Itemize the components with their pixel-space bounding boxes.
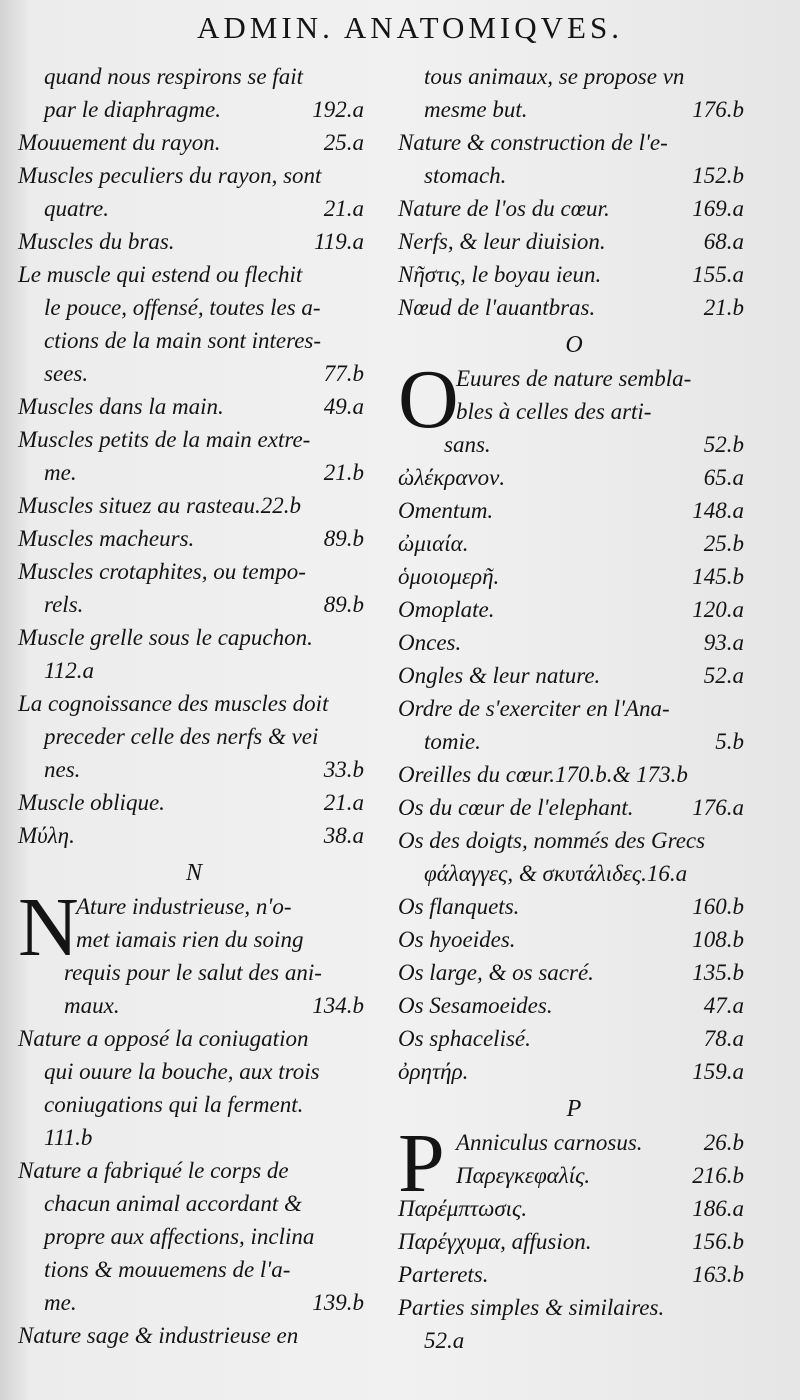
entry-line: Muscles macheurs. [18,526,195,551]
page-reference: 159.a [692,1059,744,1084]
entry-line: Nature a fabriqué le corps de [18,1158,289,1183]
entry-line: me. [44,460,77,485]
page-reference: 119.a [313,229,364,254]
entry-line: ctions de la main sont interes- [44,328,322,353]
entry-line: Parties simples & similaires. [398,1295,665,1320]
entry-line [18,890,370,923]
entry-line: quand nous respirons se fait [44,64,303,89]
entry-line: ὠμιαία. [398,531,469,556]
running-header: ADMIN. ANATOMIQVES. [197,10,623,45]
page-reference: 152.b [692,163,744,188]
index-entry [18,390,370,423]
page-reference: 120.a [692,597,744,622]
entry-line: Os large, & os sacré. [398,960,594,985]
index-entry [398,126,750,192]
entry-text: met iamais rien du soing [76,927,304,952]
page-reference: 111.b [44,1125,93,1150]
entry-line: Muscles petits de la main extre- [18,427,311,452]
page-reference: 216.b [692,1163,744,1188]
page-reference: 49.a [323,394,364,419]
entry-line: φάλαγγες, & σκυτάλιδες.16.a [424,861,688,886]
entry-line: Os Sesamoeides. [398,993,553,1018]
entry-line: Νῆστις, le boyau ieun. [398,262,602,287]
page-reference: 77.b [323,361,364,386]
index-entry [398,60,750,126]
entry-line: Parterets. [398,1262,489,1287]
index-entry [398,291,750,324]
entry-line: Os des doigts, nommés des Grecs [398,828,706,853]
entry-line: nes. [44,757,81,782]
index-entry [18,1022,370,1154]
left-column [18,60,370,1352]
page-reference: 89.b [323,526,364,551]
entry-line: Omentum. [398,498,494,523]
index-entry [398,989,750,1022]
page-reference: 163.b [692,1262,744,1287]
page-reference: 47.a [703,993,744,1018]
entry-line: stomach. [424,163,507,188]
index-entry [398,923,750,956]
index-entry [18,1319,370,1352]
index-entry [18,423,370,489]
entry-line: Muscle grelle sous le capuchon. [18,625,313,650]
page-reference: 192.a [312,97,364,122]
index-entry [398,758,750,791]
index-entry [398,1291,750,1357]
index-entry [398,692,750,758]
page-reference: 155.a [692,262,744,287]
index-entry [398,560,750,593]
entry-line: Muscles situez au rasteau.22.b [18,493,302,518]
index-entry [18,1154,370,1319]
entry-line: Nœud de l'auantbras. [398,295,596,320]
index-entry [18,819,370,852]
entry-text: Παρεγκεφαλίς. [456,1163,591,1188]
index-entry [398,461,750,494]
entry-line [398,395,750,428]
entry-text: Anniculus carnosus. [456,1130,643,1155]
entry-line [398,362,750,395]
entry-line: Omoplate. [398,597,495,622]
section-letter: N [185,860,202,886]
page-reference: 93.a [703,630,744,655]
index-entry [398,659,750,692]
page-reference: 21.b [323,460,364,485]
entry-line: Ongles & leur nature. [398,663,601,688]
entry-line [398,428,750,461]
entry-line: chacun animal accordant & [44,1191,302,1216]
entry-line: Nature sage & industrieuse en [18,1323,299,1348]
entry-line: Onces. [398,630,462,655]
index-entry [18,621,370,687]
page-reference: 52.a [424,1328,465,1353]
index-entry [398,791,750,824]
page-reference: 5.b [715,729,744,754]
index-entry [398,1022,750,1055]
entry-line: Nature de l'os du cœur. [398,196,610,221]
section-letter: P [566,1096,582,1122]
page-reference: 26.b [703,1130,744,1155]
index-entry [398,1258,750,1291]
index-entry [398,626,750,659]
page-reference: 186.a [692,1196,744,1221]
drop-capital: P [398,1117,445,1210]
index-entry [398,890,750,923]
page-reference: 112.a [44,658,95,683]
page-reference: 21.a [323,196,364,221]
page-reference: 68.a [703,229,744,254]
entry-line: me. [44,1290,77,1315]
entry-line: Muscles crotaphites, ou tempo- [18,559,306,584]
entry-line: Nerfs, & leur diuision. [398,229,606,254]
page-reference: 156.b [692,1229,744,1254]
entry-line: Ordre de s'exerciter en l'Ana- [398,696,670,721]
entry-text: requis pour le salut des ani- [64,960,322,985]
page-reference: 52.a [703,663,744,688]
entry-line: Nature & construction de l'e- [398,130,668,155]
entry-line: propre aux affections, inclina [44,1224,315,1249]
index-entry [18,258,370,390]
entry-line [398,1126,750,1159]
entry-text: Ature industrieuse, n'o- [76,894,292,919]
index-entry [398,192,750,225]
entry-text: bles à celles des arti- [456,399,652,424]
page-reference: 169.a [692,196,744,221]
page-reference: 108.b [692,927,744,952]
index-entry [18,555,370,621]
index-entry [398,824,750,890]
entry-line: ὁμοιομερῆ. [398,564,500,589]
index-entry [18,786,370,819]
entry-line [18,923,370,956]
entry-line: Muscles dans la main. [18,394,224,419]
index-entry [398,1225,750,1258]
entry-line: Muscle oblique. [18,790,165,815]
entry-line [18,956,370,989]
entry-line: Mouuement du rayon. [18,130,221,155]
page-reference: 148.a [692,498,744,523]
page-reference: 21.b [703,295,744,320]
entry-line: le pouce, offensé, toutes les a- [44,295,321,320]
entry-text: sans. [444,432,491,457]
page-reference: 38.a [323,823,364,848]
entry-line: tomie. [424,729,481,754]
entry-line: Muscles peculiers du rayon, sont [18,163,322,188]
index-entry [398,593,750,626]
index-entry [398,494,750,527]
entry-line: ὀρητήρ. [398,1059,469,1084]
entry-line [398,1159,750,1192]
page-reference: 25.a [323,130,364,155]
drop-capital: O [398,353,459,446]
page-reference: 134.b [312,993,364,1018]
index-entry [18,159,370,225]
page-reference: 176.b [692,97,744,122]
entry-text: Euures de nature sembla- [456,366,692,391]
entry-line: Os flanquets. [398,894,520,919]
index-entry [398,225,750,258]
index-entry [398,527,750,560]
entry-text: maux. [64,993,120,1018]
page-reference: 176.a [692,795,744,820]
entry-line: tous animaux, se propose vn [424,64,685,89]
section-letter: O [565,332,583,358]
dropcap-entry [398,353,750,461]
entry-line: coniugations qui la ferment. [44,1092,304,1117]
entry-line: quatre. [44,196,109,221]
page-reference: 52.b [703,432,744,457]
index-entry [398,258,750,291]
entry-line: Μύλη. [18,823,75,848]
entry-line: Παρέμπτωσις. [398,1196,528,1221]
page-reference: 89.b [323,592,364,617]
entry-line: Παρέγχυμα, affusion. [398,1229,592,1254]
page-reference: 139.b [312,1290,364,1315]
page-reference: 135.b [692,960,744,985]
entry-line: Os sphacelisé. [398,1026,531,1051]
entry-line: sees. [44,361,89,386]
entry-line: rels. [44,592,84,617]
entry-line: Muscles du bras. [18,229,175,254]
index-entry [18,522,370,555]
drop-capital: N [18,881,79,974]
entry-line: par le diaphragme. [44,97,221,122]
entry-line: Os hyoeides. [398,927,516,952]
page-reference: 78.a [703,1026,744,1051]
entry-line: qui ouure la bouche, aux trois [44,1059,320,1084]
index-entry [18,687,370,786]
right-column [398,60,750,1357]
entry-line: tions & mouuemens de l'a- [44,1257,291,1282]
entry-line: La cognoissance des muscles doit [18,691,329,716]
index-entry [398,1192,750,1225]
page-reference: 33.b [323,757,364,782]
page-reference: 25.b [703,531,744,556]
entry-line: Os du cœur de l'elephant. [398,795,634,820]
entry-line: Le muscle qui estend ou flechit [18,262,303,287]
index-entry [398,956,750,989]
page-reference: 65.a [703,465,744,490]
index-entry [18,225,370,258]
index-entry [18,489,370,522]
entry-line: ὠλέκρανον. [398,465,506,490]
index-entry [18,126,370,159]
dropcap-entry [18,881,370,1022]
page-reference: 160.b [692,894,744,919]
entry-line: preceder celle des nerfs & vei [44,724,319,749]
page-reference: 21.a [323,790,364,815]
entry-line: Oreilles du cœur.170.b.& 173.b [398,762,688,787]
index-entry [18,60,370,126]
entry-line: mesme but. [424,97,528,122]
page-reference: 145.b [692,564,744,589]
index-entry [398,1055,750,1088]
entry-line: Nature a opposé la coniugation [18,1026,309,1051]
